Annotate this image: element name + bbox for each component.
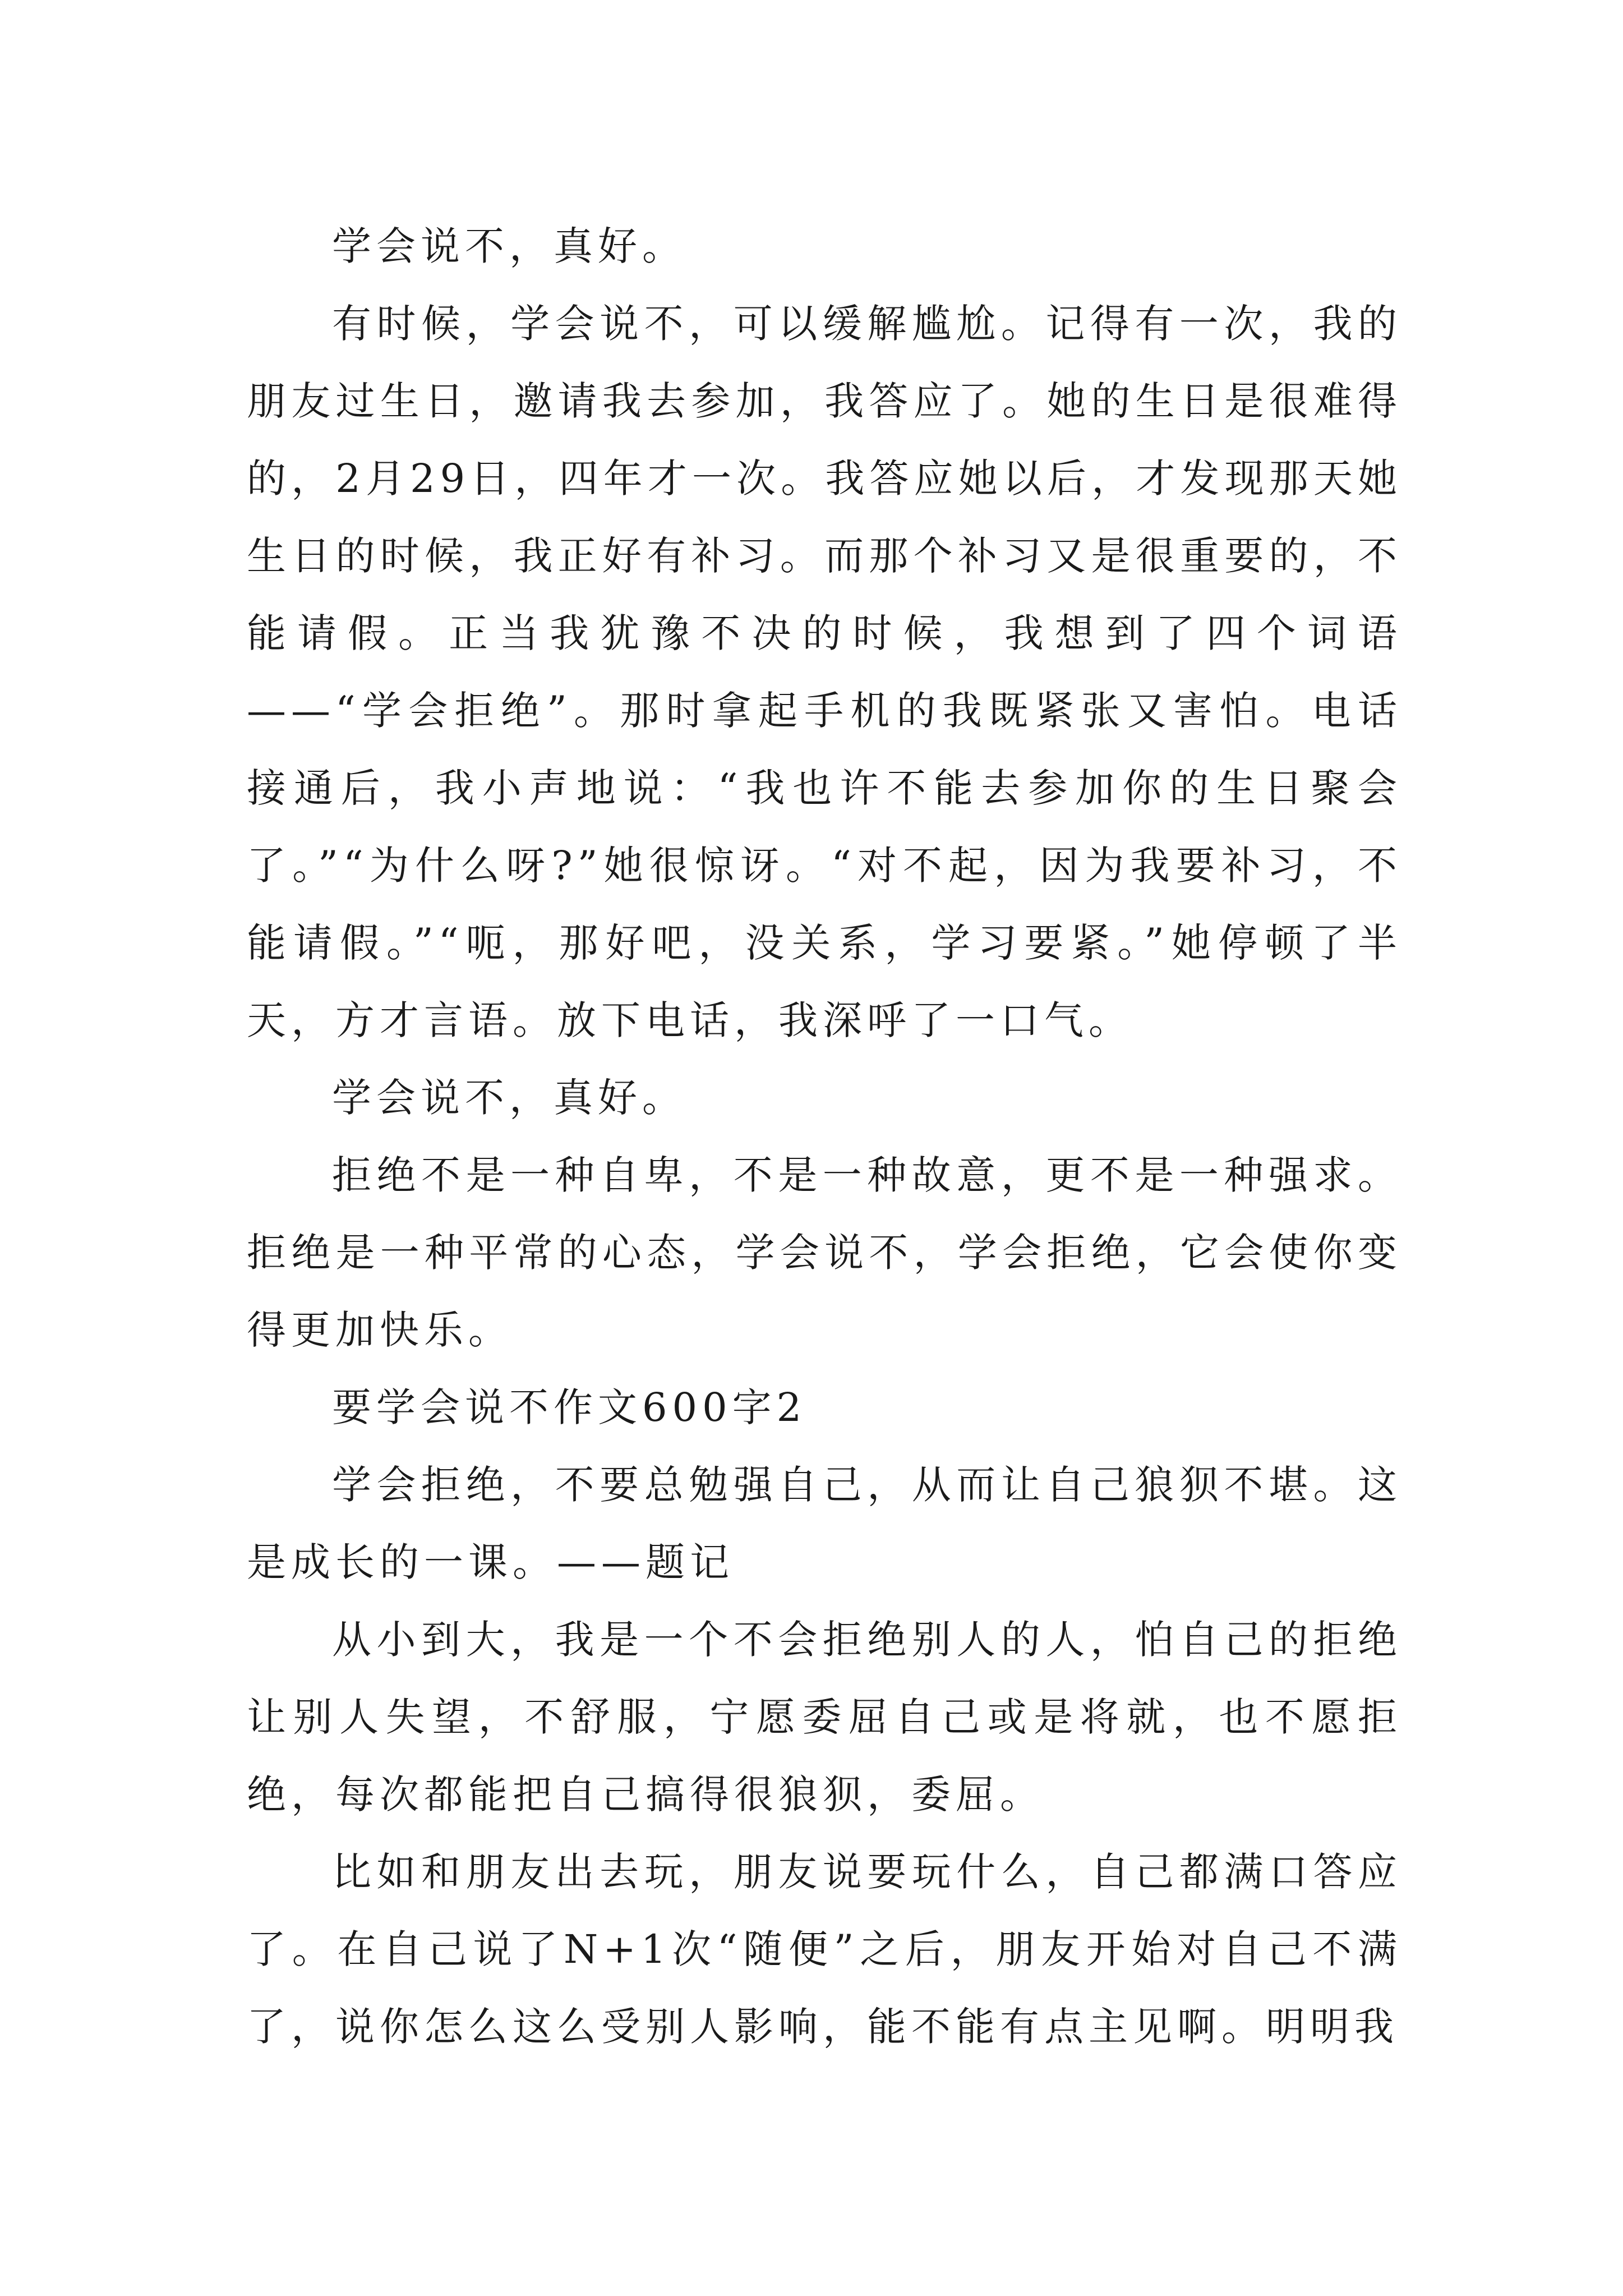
paragraph-1: 学会说不，真好。 xyxy=(332,223,686,269)
paragraph-4: 拒绝不是一种自卑，不是一种故意，更不是一种强求。拒绝是一种平常的心态，学会说不，学会拒绝，它会使你变得更加快乐。 xyxy=(247,1152,1402,1353)
paragraph-3: 学会说不，真好。 xyxy=(332,1075,686,1121)
paragraph-8: 比如和朋友出去玩，朋友说要玩什么，自己都满口答应了。在自己说了N+1次“随便”之后，朋友开始对自己不满了，说你怎么这么受别人影响，能不能有点主见啊。明明我 xyxy=(247,1849,1402,2050)
paragraph-2: 有时候，学会说不，可以缓解尴尬。记得有一次，我的朋友过生日，邀请我去参加，我答应了。她的生日是很难得的，2月29日，四年才一次。我答应她以后，才发现那天她生日的时候，我正好有补习。而那个补习又是很重要的，不能请假。正当我犹豫不决的时候，我想到了四个词语——“学会拒绝”。那时拿起手机的我既紧张又害怕。电话接通后，我小声地说：“我也许不能去参加你的生日聚会了。”“为什么呀?”她很惊讶。“对不起，因为我要补习，不能请假。”“呃，那好吧，没关系，学习要紧。”她停顿了半天，方才言语。放下电话，我深呼了一口气。 xyxy=(247,301,1402,1043)
paragraph-7: 从小到大，我是一个不会拒绝别人的人，怕自己的拒绝让别人失望，不舒服，宁愿委屈自己或是将就，也不愿拒绝，每次都能把自己搞得很狼狈，委屈。 xyxy=(247,1617,1402,1818)
document-body xyxy=(247,208,1402,2065)
paragraph-epigraph: 学会拒绝，不要总勉强自己，从而让自己狼狈不堪。这是成长的一课。——题记 xyxy=(247,1462,1402,1585)
section-heading: 要学会说不作文600字2 xyxy=(332,1384,807,1430)
